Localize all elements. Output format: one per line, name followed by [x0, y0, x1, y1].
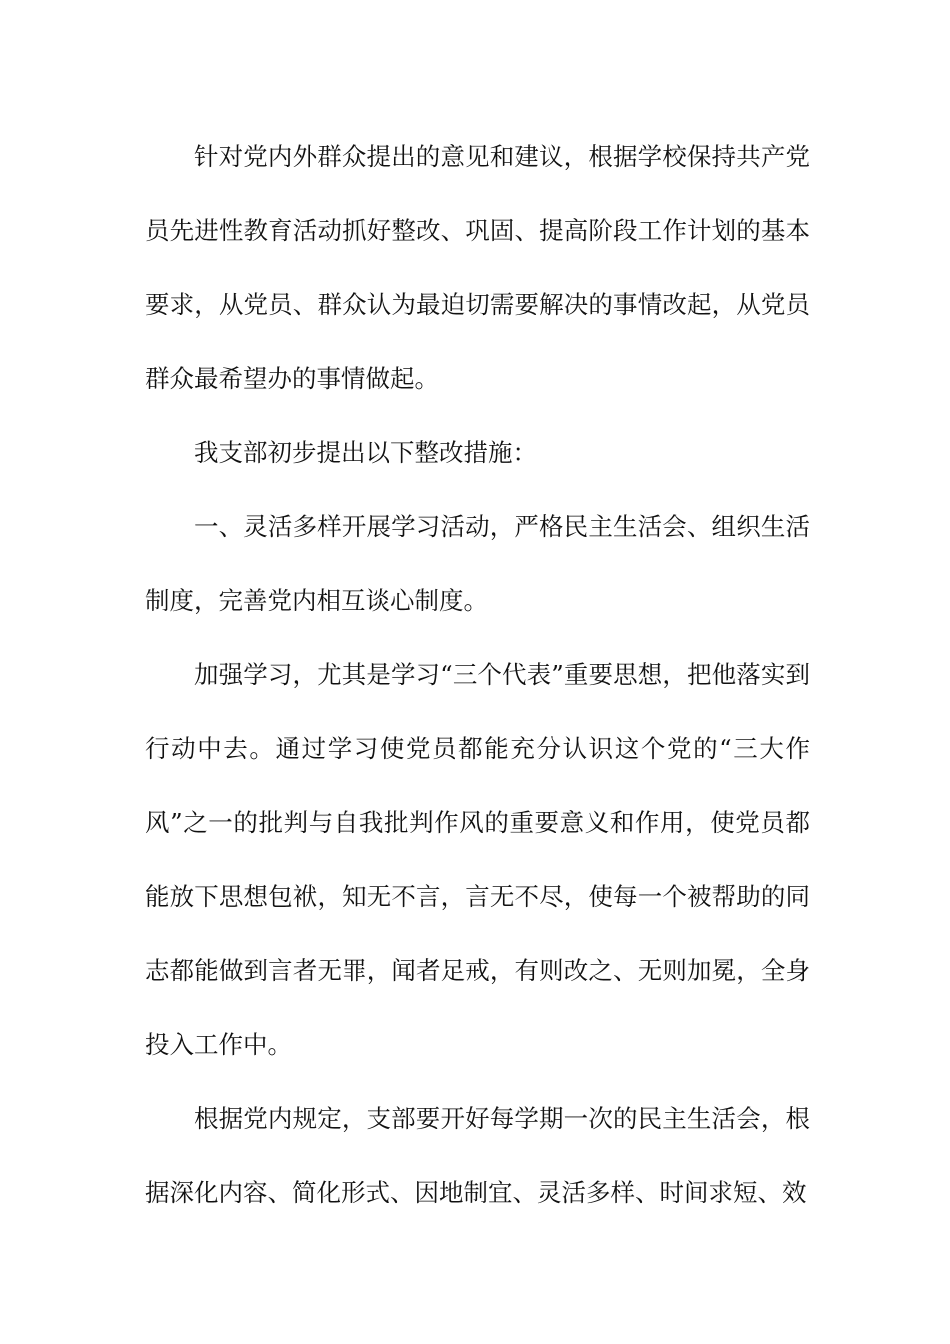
document-body [145, 120, 810, 1230]
paragraph-study-strengthening: 加强学习，尤其是学习“三个代表”重要思想，把他落实到行动中去。通过学习使党员都能充分认识这个党的“三大作风”之一的批判与自我批判作风的重要意义和作用，使党员都能放下思想包袱，知无不言，言无不尽，使每一个被帮助的同志都能做到言者无罪，闻者足戒，有则改之、无则加冕，全身投入工作中。 [145, 660, 810, 1059]
paragraph-measures-heading: 我支部初步提出以下整改措施： [194, 438, 537, 467]
paragraph-section-one-title: 一、灵活多样开展学习活动，严格民主生活会、组织生活制度，完善党内相互谈心制度。 [145, 512, 810, 615]
paragraph-rectification-intro: 针对党内外群众提出的意见和建议，根据学校保持共产党员先进性教育活动抓好整改、巩固、提高阶段工作计划的基本要求，从党员、群众认为最迫切需要解决的事情改起，从党员群众最希望办的事情做起。 [145, 142, 810, 393]
paragraph-democratic-life-meeting: 根据党内规定，支部要开好每学期一次的民主生活会，根据深化内容、简化形式、因地制宜、灵活多样、时间求短、效 [145, 1104, 810, 1207]
